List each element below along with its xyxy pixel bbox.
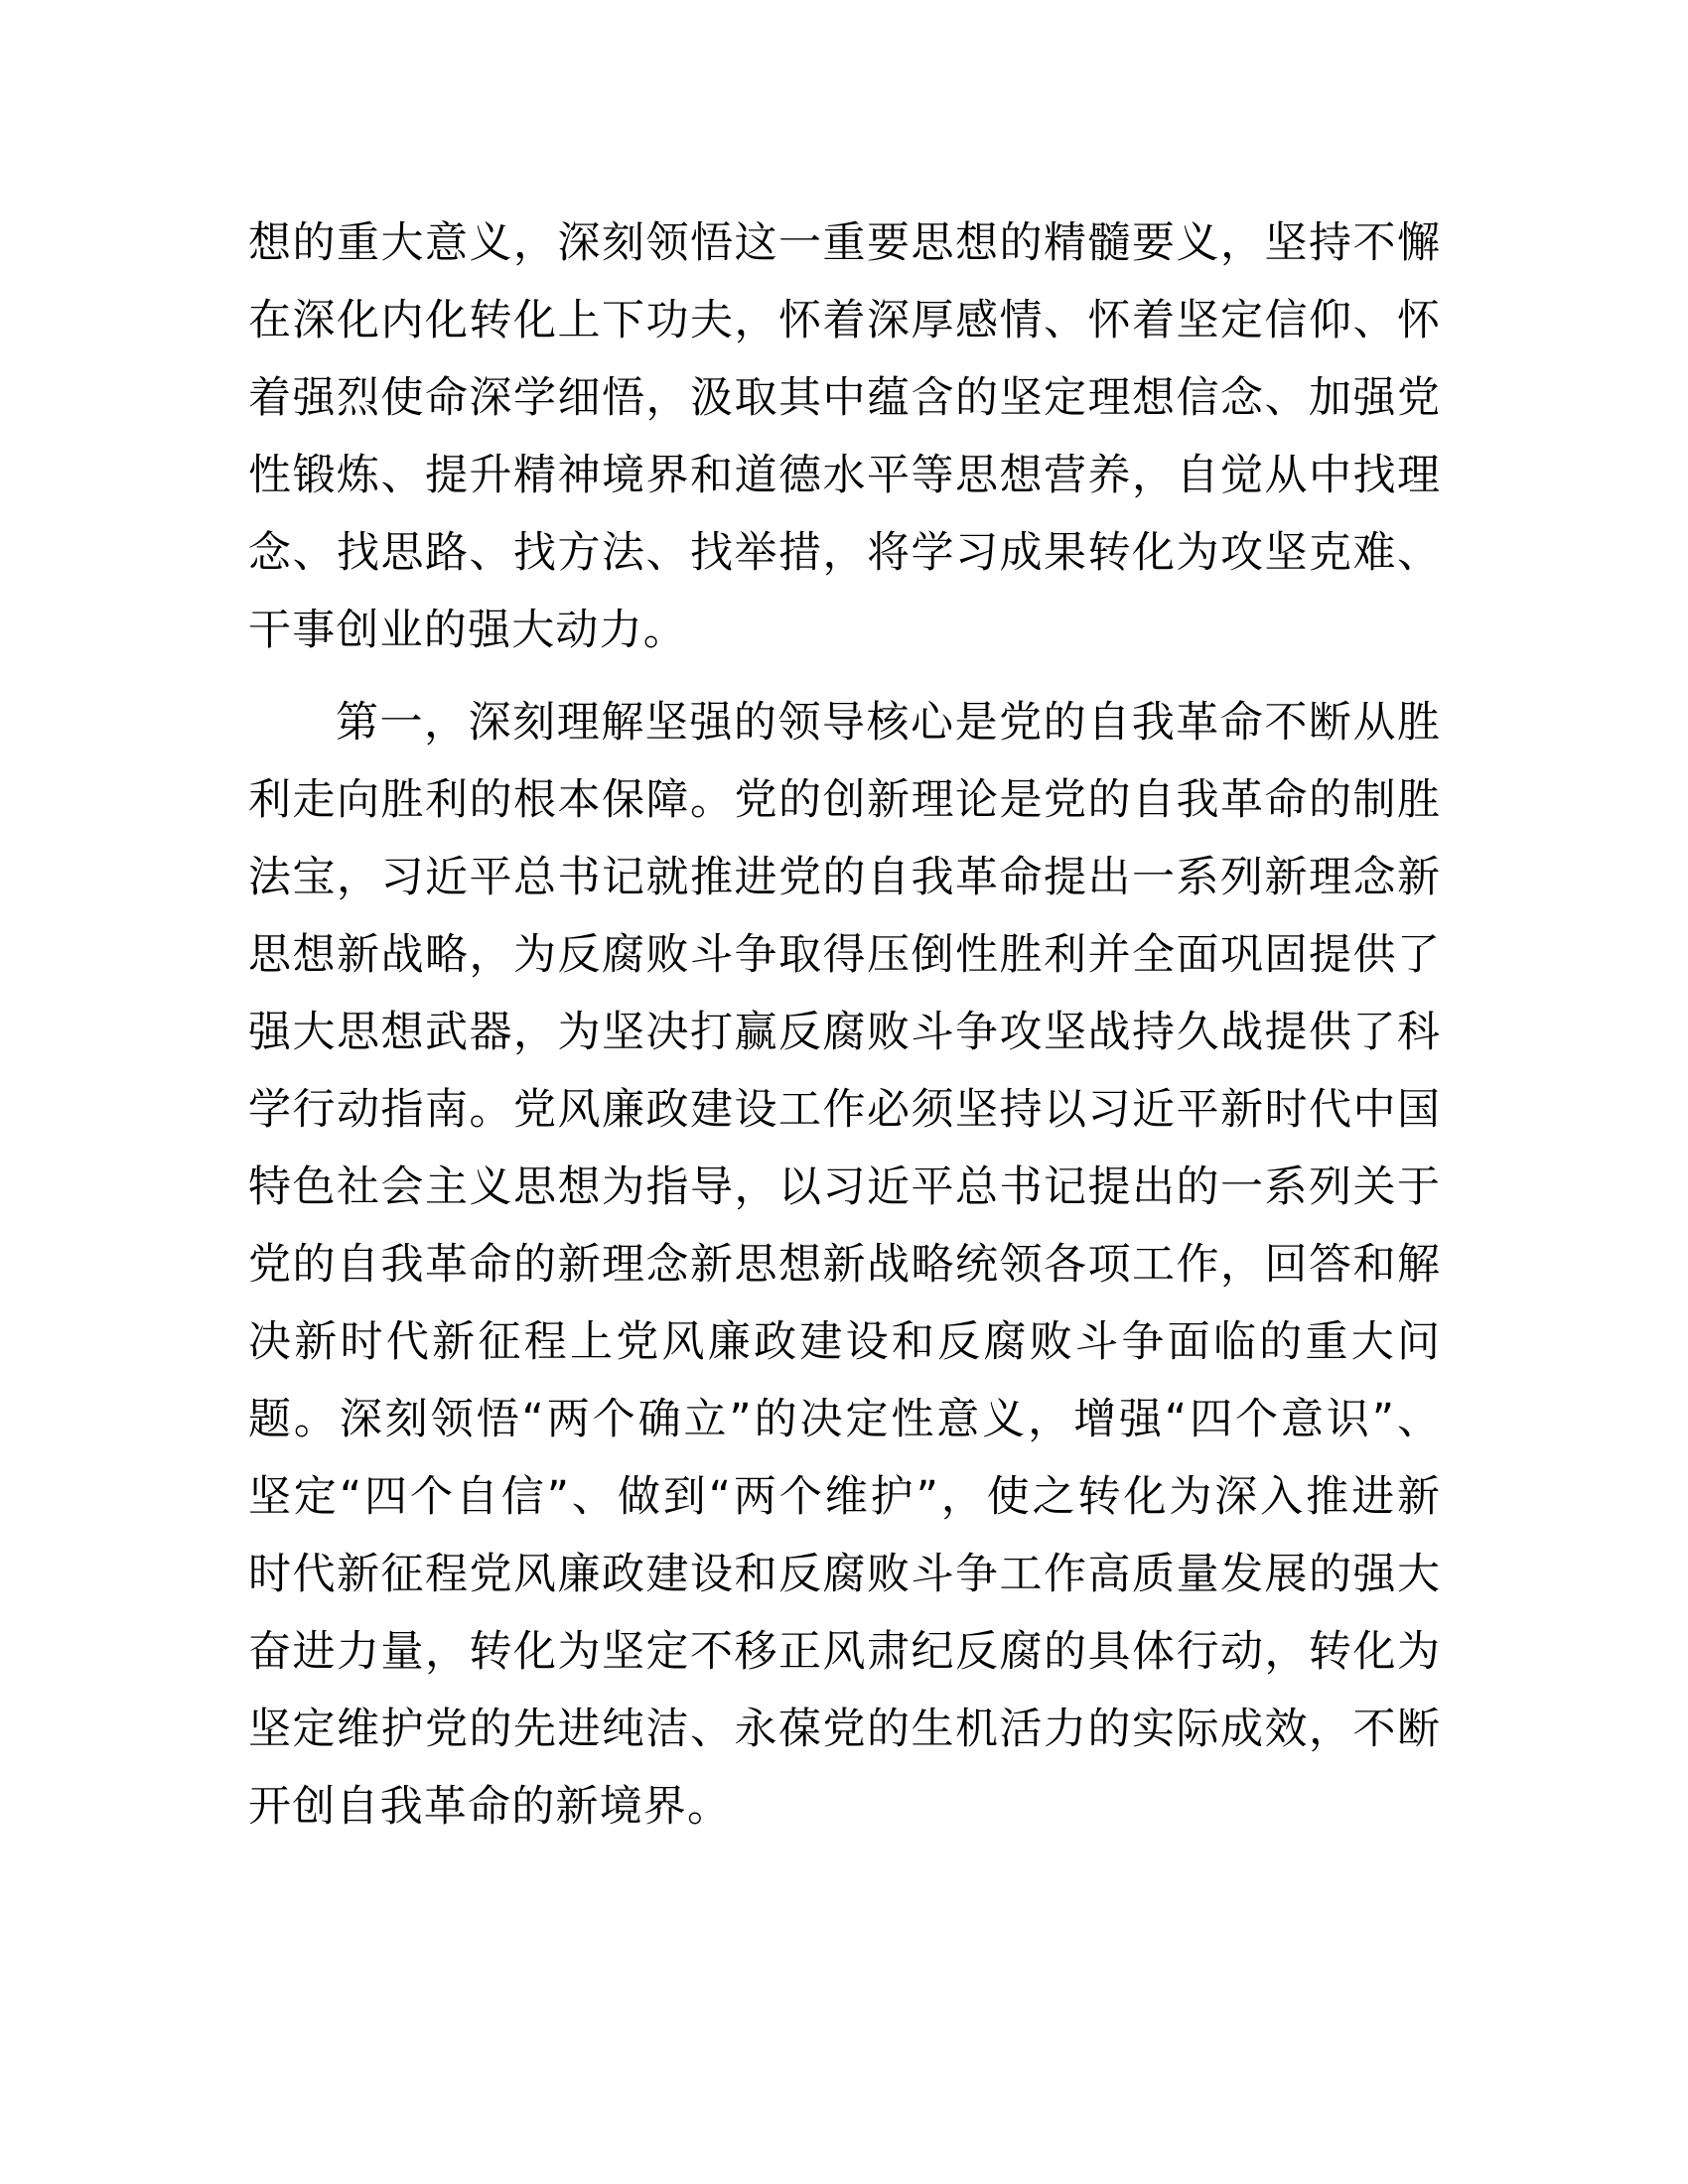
text-line: 性锻炼、提升精神境界和道德水平等思想营养，自觉从中找理	[248, 451, 1440, 500]
text-line: 特色社会主义思想为指导，以习近平总书记提出的一系列关于	[248, 1162, 1440, 1212]
text-line: 念、找思路、找方法、找举措，将学习成果转化为攻坚克难、	[248, 528, 1440, 578]
text-line-indented: 第一，深刻理解坚强的领导核心是党的自我革命不断从胜	[336, 698, 1440, 748]
paragraph-2	[248, 684, 1440, 1845]
text-line: 利走向胜利的根本保障。党的创新理论是党的自我革命的制胜	[248, 775, 1440, 825]
paragraph-1	[248, 205, 1440, 669]
text-line: 党的自我革命的新理念新思想新战略统领各项工作，回答和解	[248, 1240, 1440, 1290]
text-line: 着强烈使命深学细悟，汲取其中蕴含的坚定理想信念、加强党	[248, 373, 1440, 423]
text-line: 想的重大意义，深刻领悟这一重要思想的精髓要义，坚持不懈	[248, 218, 1440, 268]
text-line: 坚定“四个自信”、做到“两个维护”，使之转化为深入推进新	[248, 1472, 1440, 1522]
text-line: 思想新战略，为反腐败斗争取得压倒性胜利并全面巩固提供了	[248, 930, 1440, 980]
text-line-last: 开创自我革命的新境界。	[248, 1782, 732, 1832]
text-line: 时代新征程党风廉政建设和反腐败斗争工作高质量发展的强大	[248, 1550, 1440, 1599]
text-line-last: 干事创业的强大动力。	[248, 606, 687, 655]
text-line: 在深化内化转化上下功夫，怀着深厚感情、怀着坚定信仰、怀	[248, 296, 1440, 345]
text-line: 决新时代新征程上党风廉政建设和反腐败斗争面临的重大问	[248, 1317, 1440, 1367]
text-line: 法宝，习近平总书记就推进党的自我革命提出一系列新理念新	[248, 853, 1440, 902]
text-line: 坚定维护党的先进纯洁、永葆党的生机活力的实际成效，不断	[248, 1705, 1440, 1754]
text-line: 学行动指南。党风廉政建设工作必须坚持以习近平新时代中国	[248, 1085, 1440, 1135]
text-line: 题。深刻领悟“两个确立”的决定性意义，增强“四个意识”、	[248, 1395, 1440, 1444]
text-line: 强大思想武器，为坚决打赢反腐败斗争攻坚战持久战提供了科	[248, 1008, 1440, 1057]
text-line: 奋进力量，转化为坚定不移正风肃纪反腐的具体行动，转化为	[248, 1627, 1440, 1677]
